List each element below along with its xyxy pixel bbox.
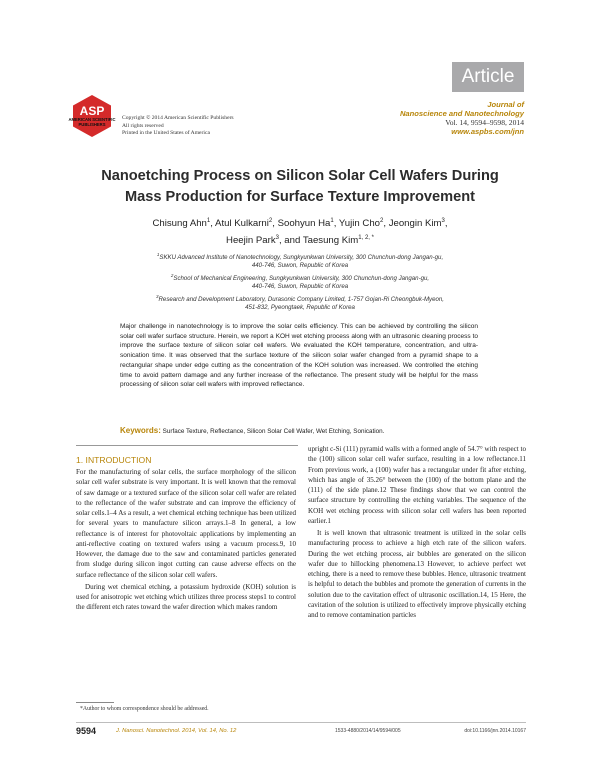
page-number: 9594 <box>76 726 97 736</box>
author-affiliation-mark: 3 <box>275 235 279 242</box>
author-separator: , <box>272 218 278 230</box>
keywords-text: Surface Texture, Reflectance, Silicon Solar Cell Wafer, Wet Etching, Sonication. <box>162 428 385 435</box>
author-affiliation-mark: 1 <box>206 218 211 224</box>
body-paragraph: It is well known that ultrasonic treatment is utilized in the solar cells manufacturing process to achieve a high etch rate of the silicon wafers. During the wet etching process, air bubbles are generated on the silicon wafer due to hillocking phenomena.13 However, to achieve perfect wet etching, there is a need to remove these bubbles. Hence, ultrasonic treatment is helpful to detach the bubbles and promote the generation of currents in the solution due to the cavitation effect of ultrasonic oscillation.14, 15 Here, the cavitation of the solution is utilized to effectively improve physically etching and to remove contamination particles <box>308 529 526 619</box>
author-affiliation-mark: 3 <box>441 218 445 224</box>
section-heading-introduction: 1. INTRODUCTION <box>76 455 152 465</box>
affiliation-number: 3 <box>156 293 159 299</box>
body-paragraph: For the manufacturing of solar cells, the surface morphology of the silicon solar cell wafer substrate is very important. It is well known that the removal of saw damage or a textured surface of the silicon solar cell wafer are related to the reflectance of the wafer substrate and can improve the efficiency of solar cells.1–4 As a result, a wet chemical etching technique has been utilized for several years to manufacture silicon arrays.1–8 In general, a low reflectance is of interest for photovoltaic applications by implementing an anti-reflective coating on textured wafers using a vacuum process.9, 10 However, the damage due to the saw and contaminated particles generated from sludge during silicon ingot cutting can cause adverse effects on the surface reflectance of the silicon solar cell wafers. <box>76 468 296 579</box>
author-separator: , <box>383 218 389 230</box>
affiliation-line: School of Mechanical Engineering, Sungkyunkwan University, 300 Chunchun-dong Jangan-gu, <box>173 274 430 282</box>
author-name: Jeongin Kim <box>388 218 442 230</box>
affiliation-number: 2 <box>170 272 174 278</box>
body-paragraph: During wet chemical etching, a potassium hydroxide (KOH) solution is used for anisotropic wet etching which utilizes three process steps1 to control the different etch rates toward the wafer direction which makes random <box>76 582 296 612</box>
author-separator: , <box>333 218 339 230</box>
author-affiliation-mark: 2 <box>380 218 384 224</box>
paper-title <box>60 166 540 208</box>
affiliation <box>60 251 540 271</box>
journal-volume: Vol. 14, 9594–9598, 2014 <box>445 118 524 127</box>
affiliations <box>60 251 540 314</box>
article-type-tab: Article <box>452 62 524 92</box>
body-paragraph: upright c-Si (111) pyramid walls with a formed angle of 54.7° with respect to the (100) silicon solar cell wafer surface, resulting in a low reflectance.11 From previous work, a (100) wafer has a rectangular under fit after etching, which has angle of 35.26° between the (100) of the bottom plane and the (111) of the side plane.12 These findings show that we can control the surface structure by controlling the etching variables. The sequence of the KOH wet etching process with silicon solar cell wafers has been reported earlier.1 <box>308 445 526 525</box>
keywords <box>120 426 480 436</box>
copyright-line: Printed in the United States of America <box>122 130 210 137</box>
copyright-line: Copyright © 2014 American Scientific Publishers <box>122 115 234 121</box>
affiliation-line: SKKU Advanced Institute of Nanotechnology, Sungkyunkwan University, 300 Chunchun-dong Jangan-gu, <box>159 254 444 262</box>
author-name: Yujin Cho <box>338 218 380 230</box>
journal-website[interactable]: www.aspbs.com/jnn <box>451 127 524 136</box>
affiliation-line: Research and Development Laboratory, Durasonic Company Limited, 1-757 Gojan-Ri Cheongbuk-Myeon, <box>158 295 444 303</box>
body-column-left <box>76 467 296 697</box>
affiliation-line: 440-746, Suwon, Republic of Korea <box>251 283 349 291</box>
affiliation-number: 1 <box>156 252 160 257</box>
author-name: Chisung Ahn <box>152 218 207 230</box>
author-name: Heejin Park <box>226 235 276 247</box>
author-separator: , and <box>278 235 303 247</box>
body-column-right <box>308 444 526 706</box>
journal-name: Nanoscience and Nanotechnology <box>399 109 524 118</box>
publisher-logo-text: ASP <box>79 104 105 118</box>
keywords-label: Keywords: <box>120 426 161 435</box>
author-affiliation-mark: 2 <box>268 218 273 224</box>
author-separator: , <box>210 218 216 230</box>
footer-issn: 1533-4880/2014/14/9594/005 <box>335 728 401 734</box>
affiliation <box>60 293 540 313</box>
section-rule <box>76 445 298 446</box>
abstract: Major challenge in nanotechnology is to improve the solar cells efficiency. This can be achieved by controlling the silicon solar cell wafer surface structure. Herein, we report a KOH wet etching process along with an ultrasonic cleaning process to improve the surface texture of silicon solar cell wafers. We evaluated the KOH temperature, concentration, and ultra-sonication time. It was observed that the surface texture of the silicon solar wafer changed from a pyramid shape to a rectangular shape under edge cutting as the concentration of the KOH solution was increased. We controlled the etching time to avoid pattern damage and any further increase of the reflectance. The present study will be helpful for the mass processing of silicon solar cell wafers with improved reflectance. <box>120 323 478 389</box>
affiliation-line: 440-746, Suwon, Republic of Korea <box>251 262 349 270</box>
author-separator: , <box>444 218 448 230</box>
footer-doi[interactable]: doi:10.1166/jnn.2014.10167 <box>464 728 526 734</box>
title-line: Nanoetching Process on Silicon Solar Cell Wafers During <box>101 168 499 184</box>
publisher-logo <box>70 94 114 138</box>
footnote: *Author to whom correspondence should be addressed. <box>80 706 209 712</box>
copyright-line: All rights reserved <box>122 122 164 129</box>
publisher-name: AMERICAN SCIENTIFIC PUBLISHERS <box>68 117 116 127</box>
author-name: Soohyun Ha <box>277 218 331 230</box>
footer-journal-citation: J. Nanosci. Nanotechnol. 2014, Vol. 14, No. 12 <box>116 728 237 734</box>
author-name: Taesung Kim <box>302 235 359 247</box>
journal-info <box>400 100 524 136</box>
author-list <box>60 214 540 248</box>
journal-of: Journal of <box>487 100 524 109</box>
title-line: Mass Production for Surface Texture Improvement <box>124 189 476 205</box>
affiliation-line: 451-832, Pyeongtaek, Republic of Korea <box>245 304 355 312</box>
copyright-block <box>122 115 234 138</box>
affiliation <box>60 272 540 292</box>
footnote-rule <box>76 702 114 703</box>
author-name: Atul Kulkarni <box>215 218 269 230</box>
author-affiliation-mark: 1 <box>330 218 334 224</box>
author-affiliation-mark: 1, 2, * <box>358 235 374 242</box>
